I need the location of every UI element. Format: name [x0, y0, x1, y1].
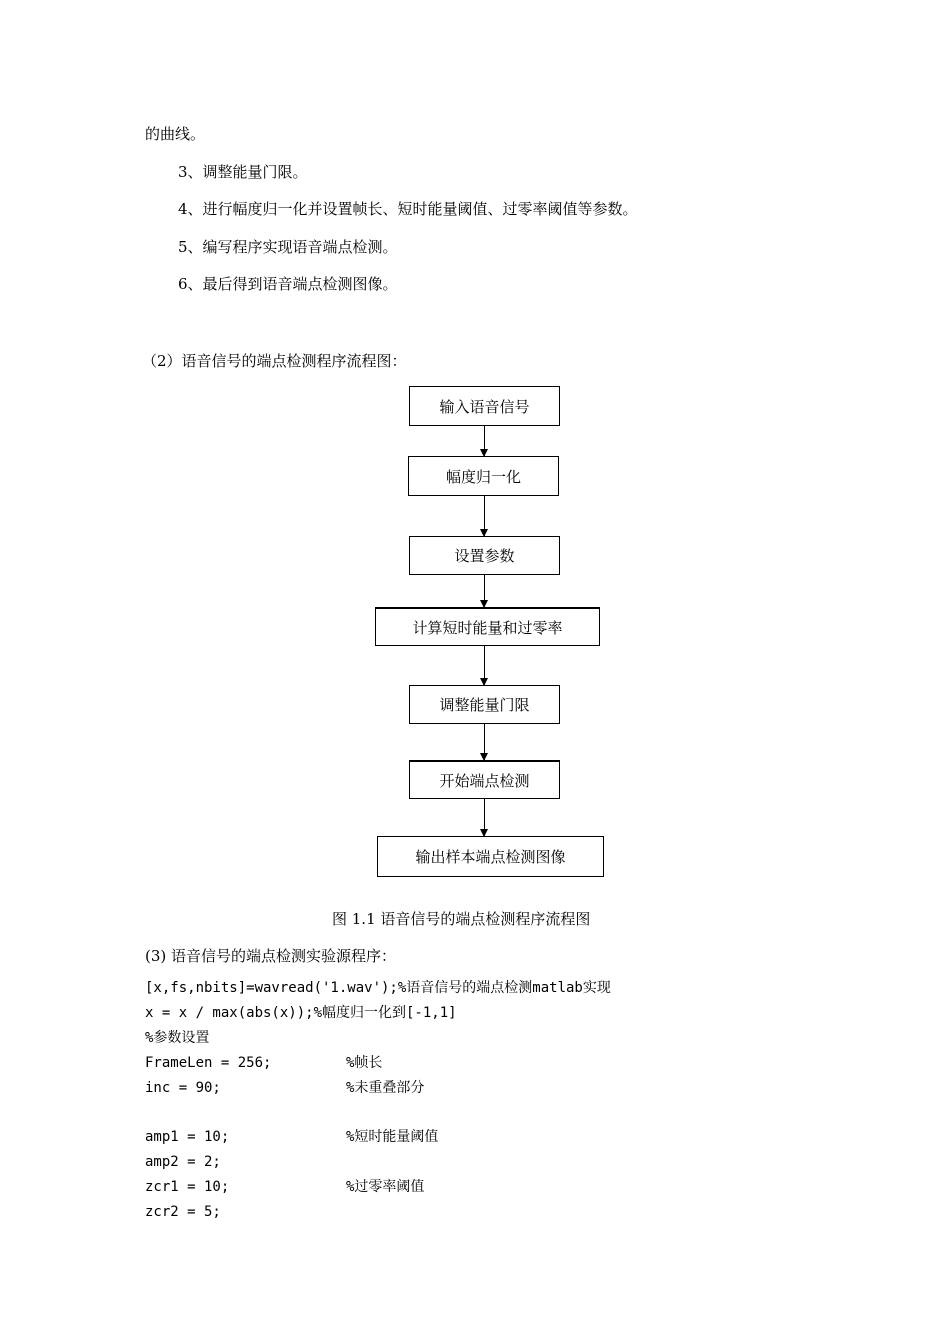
section3-heading: (3) 语音信号的端点检测实验源程序：: [145, 947, 397, 965]
code-line: amp1 = 10;: [145, 1129, 230, 1145]
code-line: [x,fs,nbits]=wavread('1.wav');%语音信号的端点检测matlab实现: [145, 980, 611, 996]
flow-box-adjust-threshold: 调整能量门限: [409, 685, 560, 724]
flow-box-normalize: 幅度归一化: [408, 456, 559, 496]
flow-arrow: [484, 646, 485, 685]
code-comment: %未重叠部分: [346, 1080, 425, 1096]
code-line: %参数设置: [145, 1030, 210, 1046]
step-6: 6、最后得到语音端点检测图像。: [178, 275, 398, 293]
code-line: zcr1 = 10;: [145, 1179, 230, 1195]
step-5: 5、编写程序实现语音端点检测。: [178, 238, 398, 256]
flow-arrow: [484, 799, 485, 836]
code-line: x = x / max(abs(x));%幅度归一化到[-1,1]: [145, 1005, 457, 1021]
flow-box-start-detection: 开始端点检测: [409, 760, 560, 799]
flow-arrow: [484, 426, 485, 456]
flow-box-input-signal: 输入语音信号: [409, 386, 560, 426]
code-comment: %帧长: [346, 1055, 383, 1071]
flow-box-compute-energy-zcr: 计算短时能量和过零率: [375, 607, 600, 646]
flow-arrow: [484, 724, 485, 760]
figure-caption: 图 1.1 语音信号的端点检测程序流程图: [332, 910, 591, 928]
code-line: inc = 90;: [145, 1080, 221, 1096]
code-comment: %短时能量阈值: [346, 1129, 439, 1145]
flow-box-set-params: 设置参数: [409, 536, 560, 575]
flow-arrow: [484, 575, 485, 607]
code-line: FrameLen = 256;: [145, 1055, 272, 1071]
intro-text: 的曲线。: [145, 125, 206, 143]
code-line: amp2 = 2;: [145, 1154, 221, 1170]
step-4: 4、进行幅度归一化并设置帧长、短时能量阈值、过零率阈值等参数。: [178, 200, 638, 218]
flow-box-output-image: 输出样本端点检测图像: [377, 836, 604, 877]
section2-heading: （2）语音信号的端点检测程序流程图：: [142, 352, 407, 370]
code-line: zcr2 = 5;: [145, 1204, 221, 1220]
flow-arrow: [484, 496, 485, 536]
code-comment: %过零率阈值: [346, 1179, 425, 1195]
step-3: 3、调整能量门限。: [178, 163, 308, 181]
